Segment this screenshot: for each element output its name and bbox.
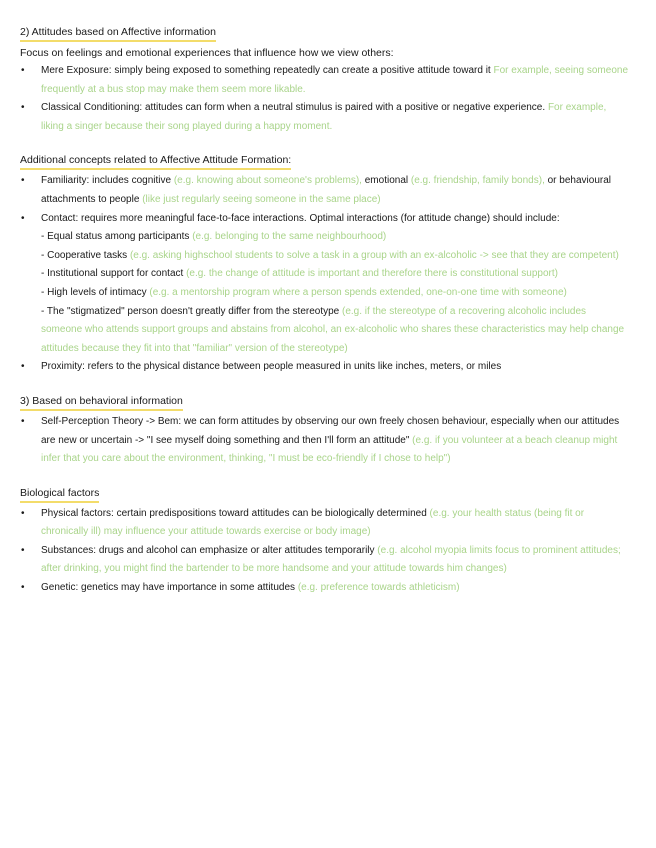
bullet-text: emotional bbox=[364, 175, 409, 187]
example-text: (e.g. belonging to the same neighbourhood) bbox=[192, 231, 387, 243]
section-behavioral-information bbox=[20, 391, 628, 469]
bullet-text: Physical factors: certain predispositions toward attitudes can be biologically determined bbox=[41, 507, 427, 519]
list-item bbox=[20, 413, 628, 469]
section-additional-concepts bbox=[20, 150, 628, 377]
bullet-text: Substances: drugs and alcohol can emphasize or alter attitudes temporarily bbox=[41, 544, 375, 556]
list-item bbox=[20, 99, 628, 136]
sub-item bbox=[41, 284, 628, 303]
section-heading: 3) Based on behavioral information bbox=[20, 393, 183, 411]
section-heading: Biological factors bbox=[20, 485, 99, 503]
section-affective-information bbox=[20, 22, 628, 136]
bullet-text: or behavioural attachments to people bbox=[41, 175, 611, 205]
bullet-list bbox=[20, 62, 628, 136]
example-text: (e.g. asking highschool students to solve a task in a group with an ex-alcoholic -> see that they are competent) bbox=[129, 249, 619, 261]
list-item bbox=[20, 62, 628, 99]
example-text: (e.g. friendship, family bonds), bbox=[410, 175, 545, 187]
bullet-text: Familiarity: includes cognitive bbox=[41, 175, 172, 187]
section-biological-factors bbox=[20, 483, 628, 598]
bullet-text: Mere Exposure: simply being exposed to something repeatedly can create a positive attitude toward it bbox=[41, 65, 491, 76]
list-item bbox=[20, 172, 628, 209]
sub-item-text: - The "stigmatized" person doesn't greatly differ from the stereotype bbox=[41, 305, 340, 317]
sub-item-text: - Equal status among participants bbox=[41, 231, 190, 243]
example-text: (e.g. a mentorship program where a person spends extended, one-on-one time with someone) bbox=[149, 286, 567, 298]
example-text: (e.g. if the stereotype of a recovering alcoholic includes someone who attends support groups and abstains from alcohol, an ex-alcoholic who shares these characteristics may help change attitudes because they fit into that "familiar" version of the stereotype) bbox=[41, 305, 625, 354]
bullet-text: Contact: requires more meaningful face-to-face interactions. Optimal interactions (for attitude change) should include: bbox=[41, 212, 560, 224]
example-text: (e.g. the change of attitude is important and therefore there is constitutional support) bbox=[186, 268, 558, 280]
example-text: For example, seeing someone frequently at a bus stop may make them seem more likable. bbox=[41, 65, 629, 95]
section-heading: Additional concepts related to Affective Attitude Formation: bbox=[20, 152, 291, 170]
bullet-text: Classical Conditioning: attitudes can form when a neutral stimulus is paired with a positive or negative experience. bbox=[41, 102, 546, 114]
bullet-text: Self-Perception Theory -> Bem: we can form attitudes by observing our own freely chosen behaviour, especially when our attitudes are new or uncertain -> "I see myself doing something and then I'll form an attitude" bbox=[41, 415, 620, 446]
list-item bbox=[20, 505, 628, 542]
bullet-text: Proximity: refers to the physical distance between people measured in units like inches, meters, or miles bbox=[41, 361, 502, 373]
example-text: (e.g. if you volunteer at a beach cleanup might infer that you care about the environment, thinking, "I must be eco-friendly if I chose to help") bbox=[41, 434, 618, 465]
list-item bbox=[20, 358, 628, 377]
example-text: (e.g. alcohol myopia limits focus to prominent attitudes; after drinking, you might find the bartender to be more handsome and your attitude towards him changes) bbox=[41, 544, 621, 575]
list-item bbox=[20, 579, 628, 598]
sub-item-text: - Institutional support for contact bbox=[41, 268, 184, 280]
list-item bbox=[20, 210, 628, 359]
sub-item bbox=[41, 247, 628, 266]
example-text: (e.g. preference towards athleticism) bbox=[297, 582, 460, 594]
sub-item bbox=[41, 265, 628, 284]
bullet-text: Genetic: genetics may have importance in some attitudes bbox=[41, 582, 296, 594]
sub-item-text: - Cooperative tasks bbox=[41, 249, 128, 261]
list-item bbox=[20, 542, 628, 579]
section-heading: 2) Attitudes based on Affective information bbox=[20, 24, 216, 42]
sub-item bbox=[41, 228, 628, 247]
sub-item bbox=[41, 303, 628, 359]
bullet-list bbox=[20, 172, 628, 377]
sub-item-text: - High levels of intimacy bbox=[41, 286, 147, 298]
example-text: (e.g. knowing about someone's problems), bbox=[173, 175, 362, 187]
example-text: (e.g. your health status (being fit or chronically ill) may influence your attitude towards exercise or body image) bbox=[41, 507, 585, 538]
bullet-list bbox=[20, 505, 628, 598]
example-text: For example, liking a singer because their song played during a happy moment. bbox=[41, 102, 607, 132]
section-intro: Focus on feelings and emotional experiences that influence how we view others: bbox=[20, 47, 394, 59]
example-text: (like just regularly seeing someone in the same place) bbox=[142, 193, 381, 205]
bullet-list bbox=[20, 413, 628, 469]
